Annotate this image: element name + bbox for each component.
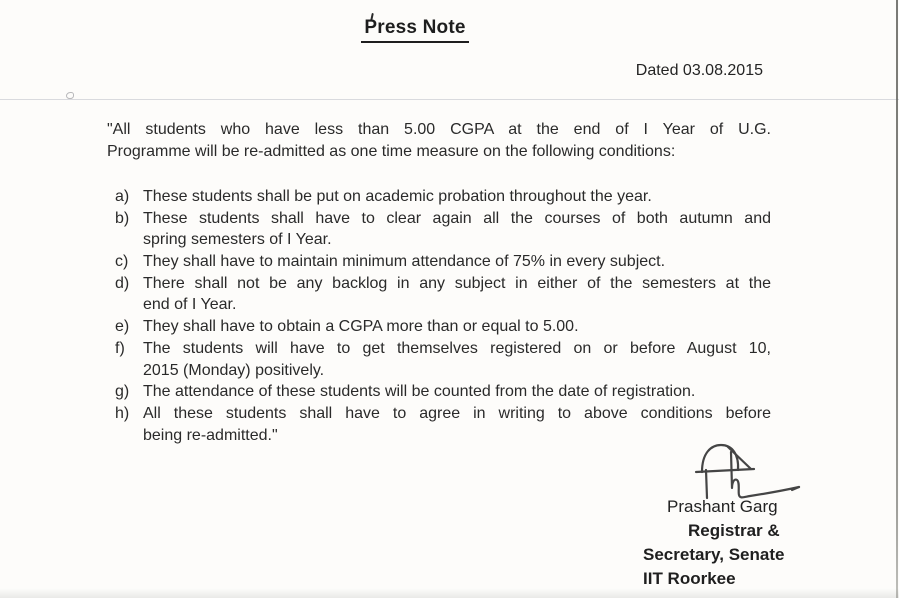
condition-body xyxy=(143,316,771,338)
condition-body xyxy=(143,208,771,251)
condition-body xyxy=(143,403,771,446)
signature-stroke xyxy=(702,445,738,472)
condition-label: b) xyxy=(115,209,130,227)
signature-drawing xyxy=(693,442,808,504)
scan-bottom-shade xyxy=(0,588,899,598)
condition-body xyxy=(143,273,771,316)
condition-line: These students shall be put on academic probation throughout the year. xyxy=(143,188,652,205)
condition-label: c) xyxy=(115,253,129,271)
condition-label: f) xyxy=(115,339,125,357)
intro-line: "All students who have less than 5.00 CGPA at the end of I Year of U.G. xyxy=(107,121,771,138)
condition-label: a) xyxy=(115,188,130,205)
signatory-institute: IIT Roorkee xyxy=(643,569,736,588)
condition-line: There shall not be any backlog in any subject in either of the semesters at the xyxy=(143,274,771,292)
condition-label: e) xyxy=(115,318,130,336)
conditions-list xyxy=(115,186,771,446)
scan-speck xyxy=(66,92,74,99)
signatory-title-secretary: Secretary, Senate xyxy=(643,545,785,564)
signatory-name: Prashant Garg xyxy=(667,497,778,516)
signatory-title-registrar: Registrar & xyxy=(688,521,780,540)
condition-line: being re-admitted." xyxy=(143,426,278,444)
signature-stroke xyxy=(696,469,754,472)
condition-label: h) xyxy=(115,404,130,422)
condition-label: d) xyxy=(115,274,130,292)
condition-item xyxy=(115,208,771,251)
condition-line: They shall have to maintain minimum attendance of 75% in every subject. xyxy=(143,253,666,271)
condition-line: All these students shall have to agree in writing to above conditions before xyxy=(143,404,771,422)
condition-line: The students will have to get themselves registered on or before August 10, xyxy=(143,339,771,357)
condition-body xyxy=(143,381,771,403)
page-title: Press Note xyxy=(361,17,468,43)
condition-line: end of I Year. xyxy=(143,296,237,314)
condition-label: g) xyxy=(115,383,130,401)
condition-item xyxy=(115,316,771,338)
condition-item xyxy=(115,403,771,446)
header xyxy=(0,17,830,43)
condition-body xyxy=(143,186,771,208)
intro-line: Programme will be re-admitted as one time measure on the following conditions: xyxy=(107,142,676,160)
condition-body xyxy=(143,251,771,273)
condition-body xyxy=(143,338,771,381)
condition-item xyxy=(115,273,771,316)
condition-item xyxy=(115,381,771,403)
condition-item xyxy=(115,338,771,381)
signature-stroke xyxy=(706,470,707,498)
condition-item xyxy=(115,186,771,208)
condition-line: These students shall have to clear again all the courses of both autumn and xyxy=(143,209,771,227)
condition-line: The attendance of these students will be counted from the date of registration. xyxy=(143,383,696,401)
scan-edge-line xyxy=(896,0,898,598)
condition-item xyxy=(115,251,771,273)
document-date: Dated 03.08.2015 xyxy=(635,62,763,79)
scan-fold-line xyxy=(0,99,899,100)
intro-paragraph xyxy=(107,119,771,162)
condition-line: 2015 (Monday) positively. xyxy=(143,361,325,379)
condition-line: They shall have to obtain a CGPA more than or equal to 5.00. xyxy=(143,318,579,336)
condition-line: spring semesters of I Year. xyxy=(143,231,332,249)
